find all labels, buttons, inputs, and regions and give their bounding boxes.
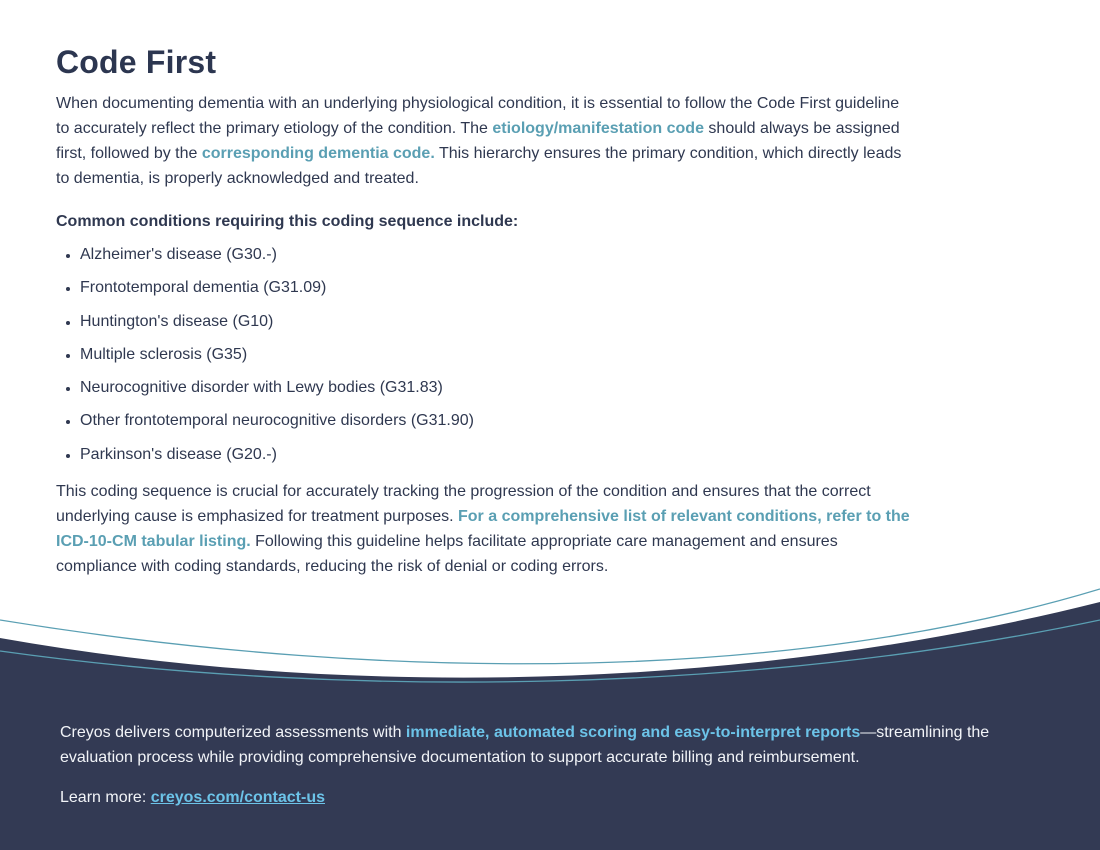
dementia-code-highlight: corresponding dementia code. bbox=[201, 145, 435, 162]
footer-content bbox=[60, 720, 990, 810]
footer-text-1: Creyos delivers computerized assessments with bbox=[60, 724, 406, 741]
footer bbox=[0, 690, 1100, 850]
intro-text-1: When documenting dementia with an underlying physiological condition, it is essential to follow the Code First guideline to accurately reflect the primary etiology of the condition. The bbox=[56, 95, 900, 137]
intro-text-2: should always be assigned first, followed by the bbox=[56, 120, 900, 162]
contact-us-link[interactable]: creyos.com/contact-us bbox=[150, 789, 325, 806]
closing-text-1: This coding sequence is crucial for accurately tracking the progression of the condition and ensures that the correct underlying cause is emphasized for treatment purposes. bbox=[56, 482, 871, 525]
list-item: Alzheimer's disease (G30.-) bbox=[56, 242, 916, 267]
page-title: Code First bbox=[56, 44, 217, 80]
closing-paragraph bbox=[56, 479, 916, 579]
list-item: Huntington's disease (G10) bbox=[56, 309, 916, 334]
conditions-list bbox=[56, 242, 916, 467]
list-item: Parkinson's disease (G20.-) bbox=[56, 442, 916, 467]
footer-paragraph bbox=[60, 720, 990, 770]
list-item: Other frontotemporal neurocognitive disorders (G31.90) bbox=[56, 408, 916, 433]
conditions-heading: Common conditions requiring this coding sequence include: bbox=[56, 213, 519, 230]
etiology-code-highlight: etiology/manifestation code bbox=[492, 120, 704, 137]
list-item: Multiple sclerosis (G35) bbox=[56, 342, 916, 367]
intro-paragraph bbox=[56, 91, 916, 191]
footer-highlight: immediate, automated scoring and easy-to-interpret reports bbox=[405, 724, 861, 741]
learn-more bbox=[60, 785, 990, 810]
intro-text-3: This hierarchy ensures the primary condition, which directly leads to dementia, is properly acknowledged and treated. bbox=[56, 145, 902, 187]
list-item: Frontotemporal dementia (G31.09) bbox=[56, 275, 916, 300]
list-item: Neurocognitive disorder with Lewy bodies (G31.83) bbox=[56, 375, 916, 400]
closing-text-2: Following this guideline helps facilitate appropriate care management and ensures compliance with coding standards, reducing the risk of denial or coding errors. bbox=[56, 532, 838, 575]
learn-more-label: Learn more: bbox=[60, 789, 151, 806]
footer-text-2: —streamlining the evaluation process while providing comprehensive documentation to support accurate billing and reimbursement. bbox=[60, 724, 990, 766]
icd-10-reference-highlight: For a comprehensive list of relevant conditions, refer to the ICD-10-CM tabular listing. bbox=[56, 507, 910, 550]
main-content bbox=[56, 44, 916, 579]
